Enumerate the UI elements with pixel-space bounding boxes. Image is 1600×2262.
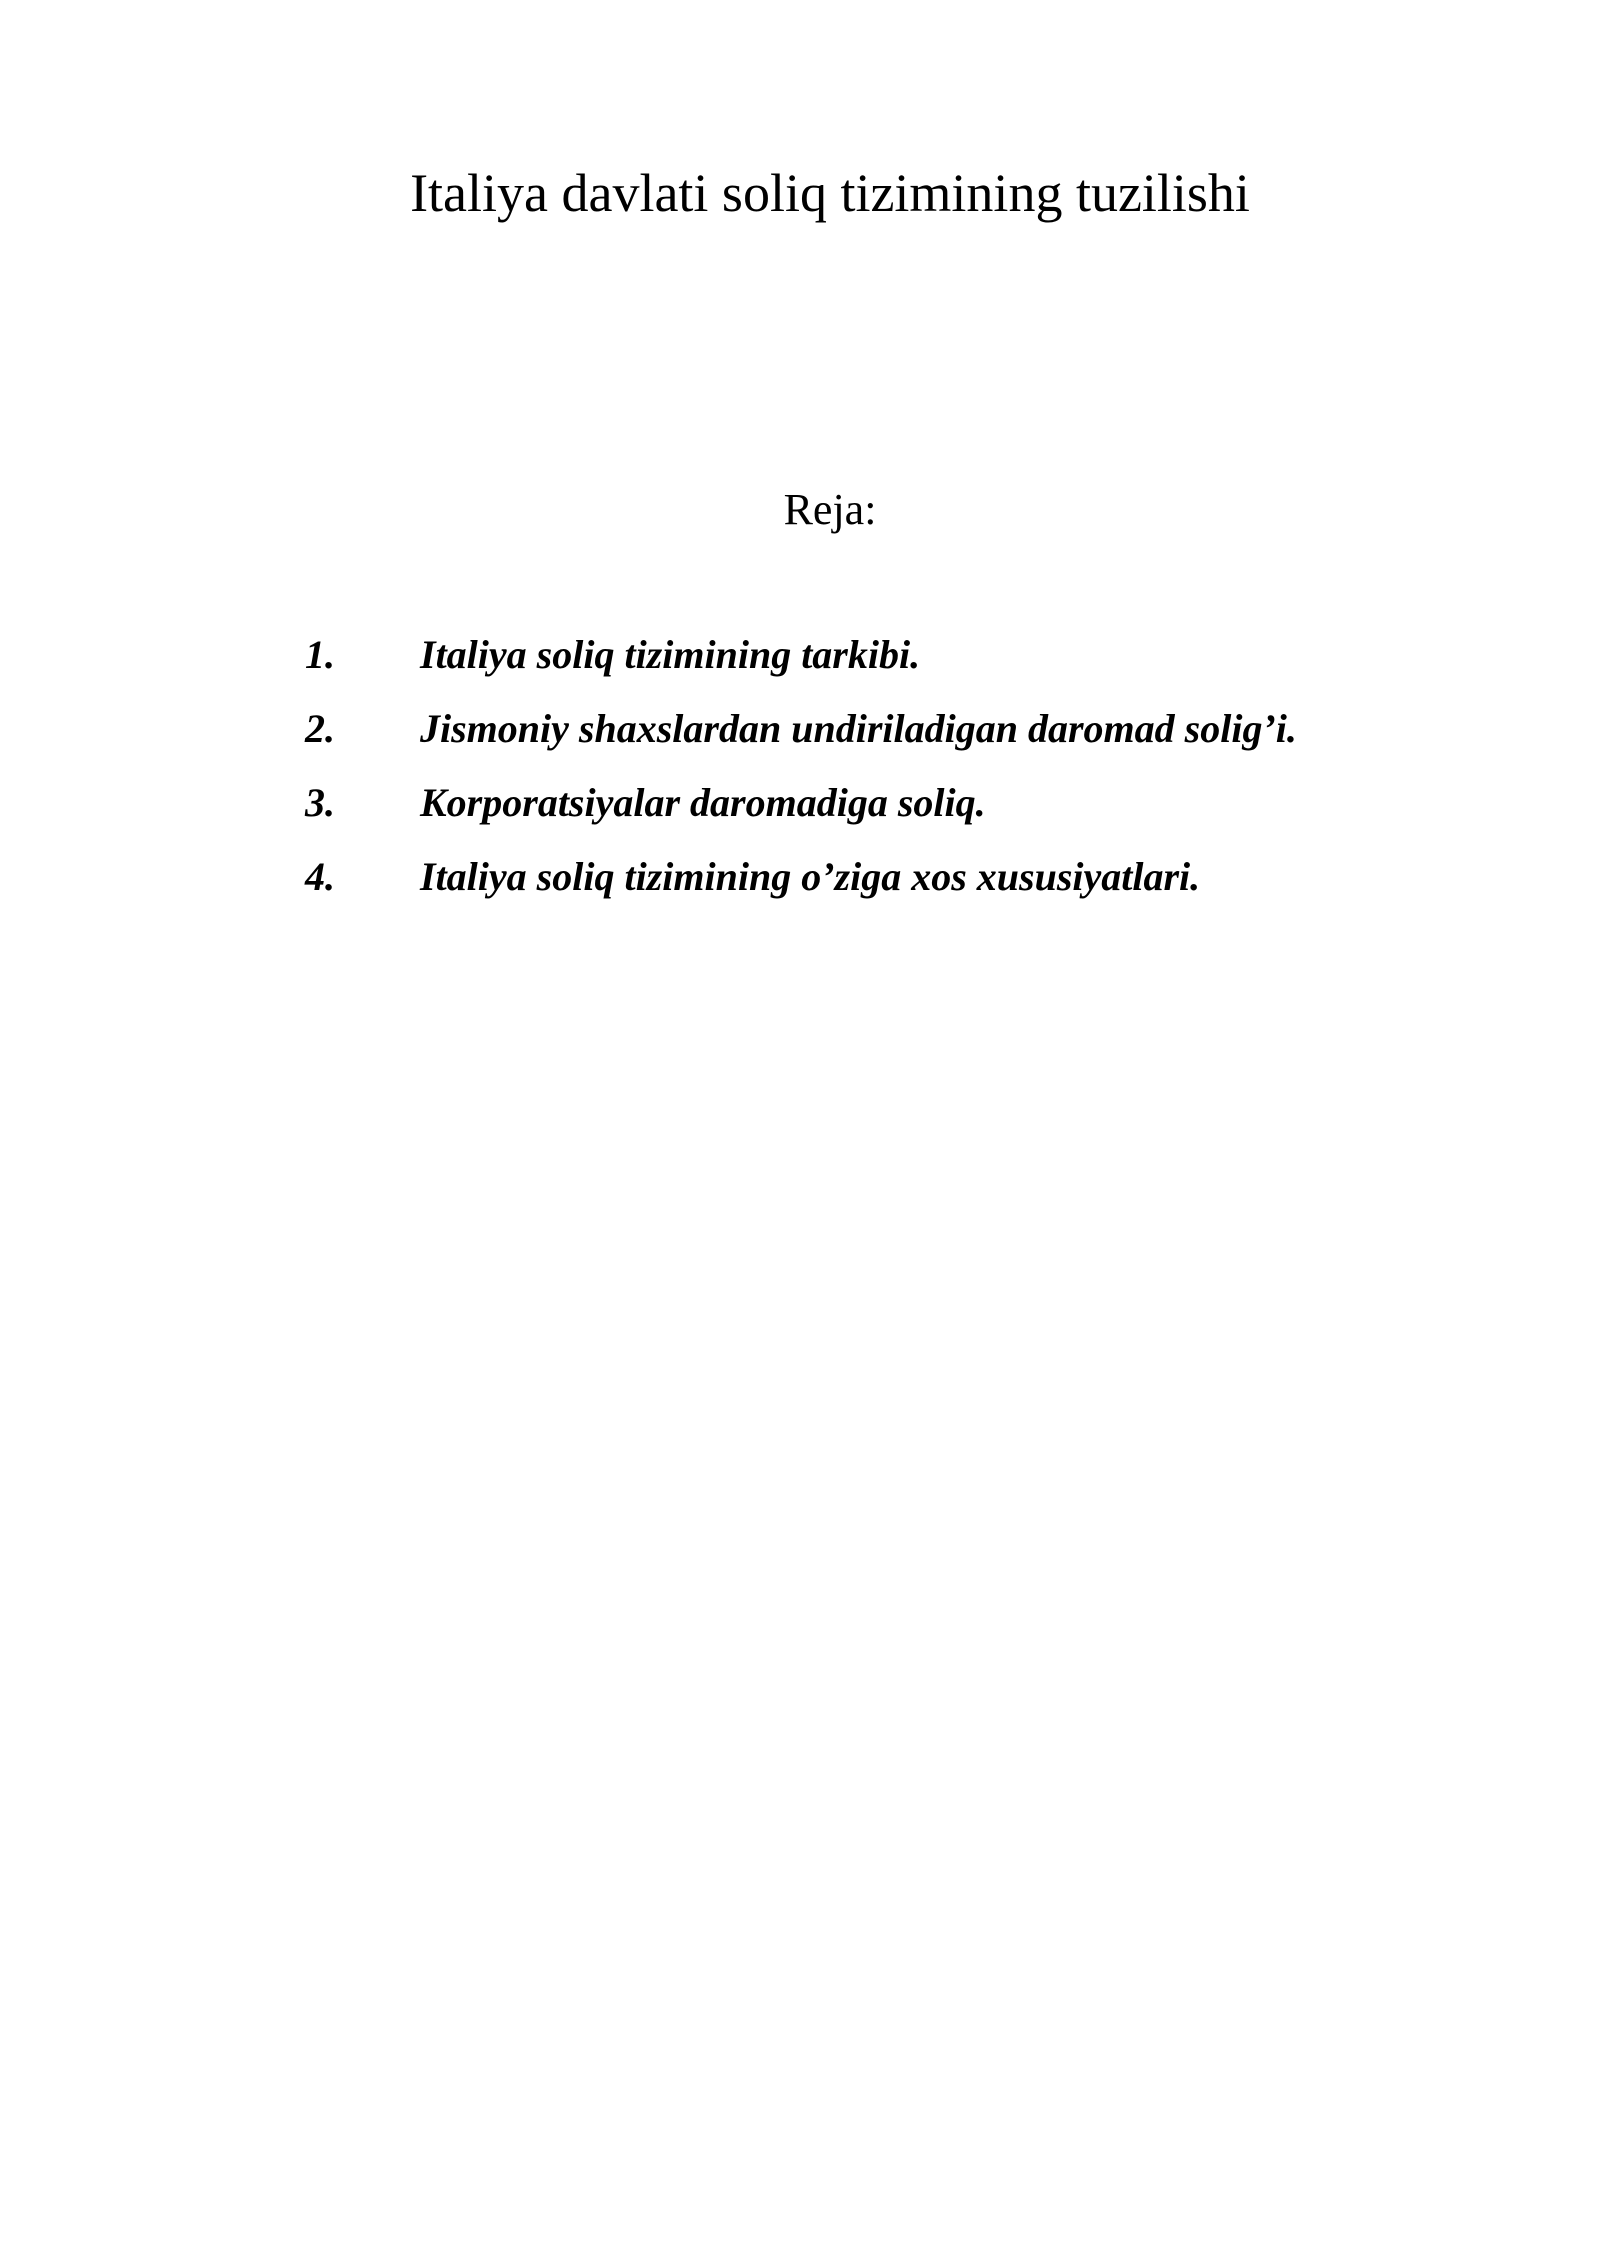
plan-item-number: 4.	[305, 854, 335, 899]
plan-item-text: Italiya soliq tizimining o’ziga xos xususiyatlari.	[420, 854, 1201, 899]
plan-item-text: Korporatsiyalar daromadiga soliq.	[420, 780, 986, 825]
plan-item-text: Italiya soliq tizimining tarkibi.	[420, 632, 921, 677]
plan-item-text: Jismoniy shaxslardan undiriladigan daromad solig’i.	[420, 706, 1297, 751]
plan-item-number: 1.	[305, 632, 335, 677]
plan-item-number: 2.	[305, 706, 335, 751]
plan-heading: Reja:	[783, 485, 877, 534]
document-title: Italiya davlati soliq tizimining tuzilishi	[410, 163, 1250, 223]
plan-item-number: 3.	[305, 780, 335, 825]
